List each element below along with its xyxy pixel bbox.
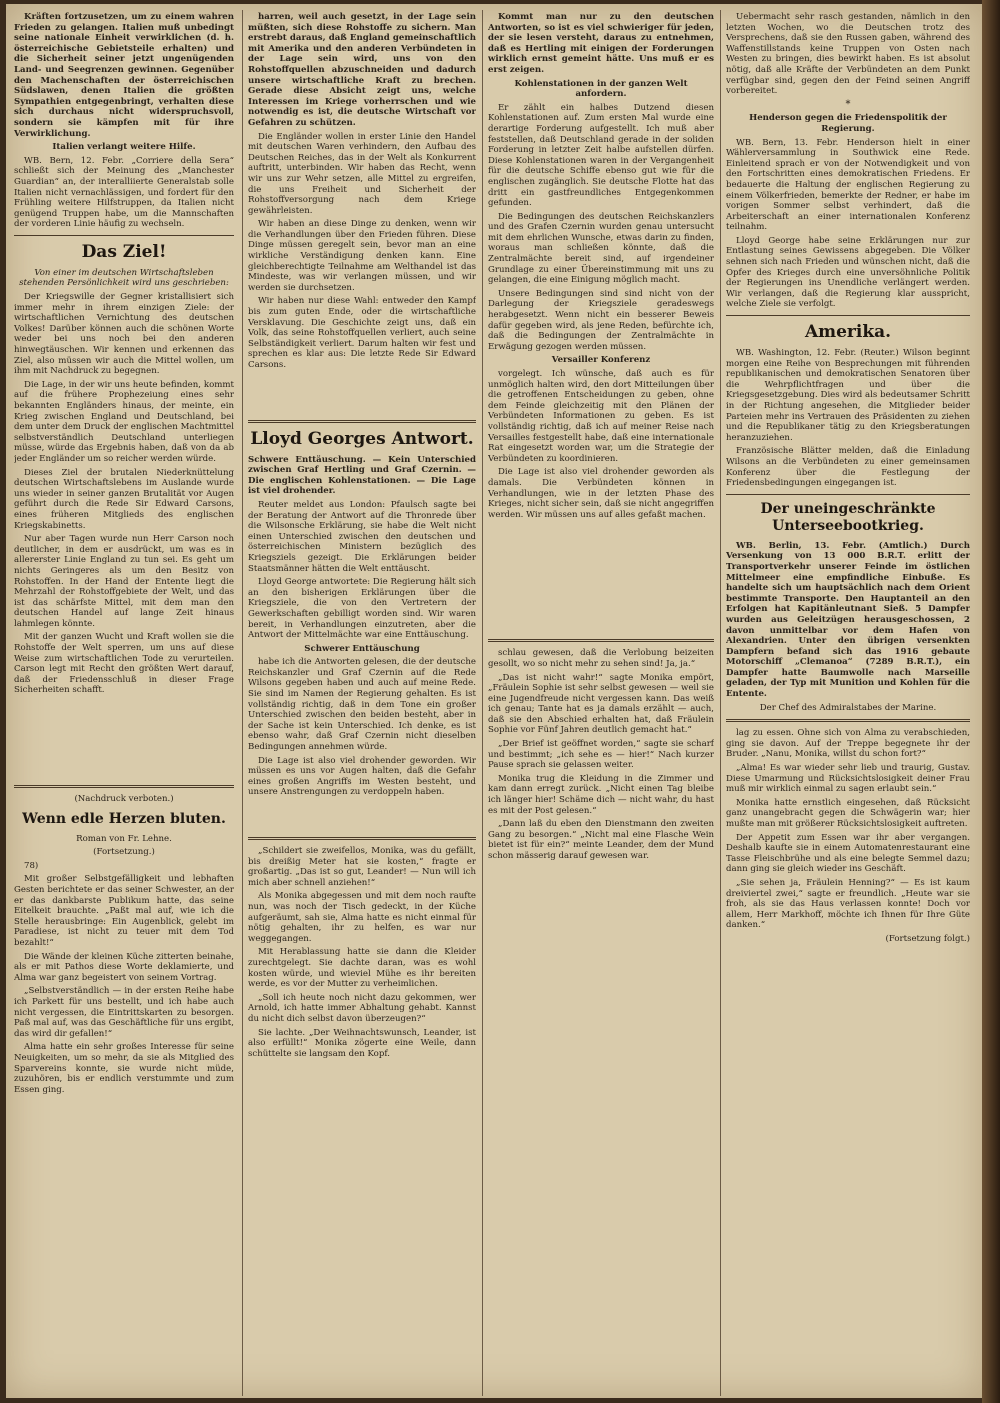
asterisk-divider: * <box>845 98 851 110</box>
paragraph: vorgelegt. Ich wünsche, daß auch es für unmöglich halten wird, den dort Mitteilungen über die getroffenen Entscheidungen zu geben, ohne dem Feinde gleichzeitig mit den Plänen der Verbündeten Informationen zu geben. Es ist vollständig richtig, daß ich auf meiner Reise nach Versailles festgestellt habe, daß eine internationale Rat eingesetzt worden war, um die Strategie der Verbündeten zu koordinieren. <box>488 369 714 464</box>
paragraph: Lloyd George habe seine Erklärungen nur zur Entlastung seines Gewissens abgegeben. Die Völker sehnen sich nach Frieden und wünschen nicht, daß die Opfer des Krieges durch eine unversöhnliche Politik der Regierungen ins Unendliche verlängert werden. Wir verlangen, daß die Regierung klar ausspricht, welche Ziele sie verfolgt. <box>726 235 970 310</box>
continuation-note: (Fortsetzung.) <box>93 847 155 858</box>
paragraph: Uebermacht sehr rasch gestanden, nämlich in den letzten Wochen, wo die Deutschen trotz des Versprechens, daß sie den Russen gaben, während des Waffenstillstands keine Truppen von Osten nach Westen zu bringen, dies bewirkt haben. Es ist absolut nötig, daß alle Kräfte der Verbündeten an dem Punkt verfügbar sind, gegen den der Feind seinen Angriff vorbereitet. <box>726 12 970 97</box>
article-title: Amerika. <box>804 322 892 343</box>
paragraph: Mit der ganzen Wucht und Kraft wollen sie die Rohstoffe der Welt sperren, um uns auf diese Weise zum wirtschaftlichen Tode zu verurteilen. Carson legt mit Recht den größten Wert darauf, daß der Friedensschluß in dieser Frage Sicherheiten schafft. <box>14 632 234 696</box>
paragraph: Alma hatte ein sehr großes Interesse für seine Neuigkeiten, um so mehr, da sie als Mitglied des Sparvereins konnte, sie wurde nicht müde, zuzuhören, bis er endlich verstummte und zum Essen ging. <box>14 1042 234 1095</box>
paragraph: Die Lage ist also viel drohender geworden. Wir müssen es uns vor Augen halten, daß die Gefahr eines großen Angriffs im Westen besteht, und unsere Anstrengungen zu verdoppeln haben. <box>248 755 476 798</box>
paragraph: Die Bedingungen des deutschen Reichskanzlers und des Grafen Czernin wurden genau untersucht mit dem ehrlichen Wunsche, etwas darin zu finden, woraus man schließen könnte, daß die Zentralmächte bereit sind, auf irgendeiner Grundlage zu einer Übereinstimmung mit uns zu gelangen, die eine Einigung möglich macht. <box>488 211 714 286</box>
paragraph: Kommt man nur zu den deutschen Antworten, so ist es viel schwieriger für jeden, der sie lesen versteht, daraus zu entnehmen, daß es Hertling mit einigen der Forderungen wirklich ernst gemeint hätte. Uns muß er es erst zeigen. <box>488 12 714 75</box>
paragraph: WB. Bern, 12. Febr. „Corriere della Sera“ schließt sich der Meinung des „Manchester Guardian“ an, der interalliierte Generalstab solle Italien nicht vernachlässigen, und fordert für den Frühling weitere Hilfstruppen, da Italien nicht genügend Truppen habe, um die Mannschaften der vorderen Linie häufig zu wechseln. <box>14 155 234 230</box>
column-3 <box>488 12 714 1390</box>
divider <box>14 785 234 788</box>
paragraph: Dieses Ziel der brutalen Niederknüttelung deutschen Wirtschaftslebens im Auslande wurde uns wieder in seiner ganzen Brutalität vor Augen geführt durch die Rede Sir Edward Carsons, eines früheren Mitglieds des englischen Kriegskabinetts. <box>14 467 234 531</box>
deck: Schwere Enttäuschung. — Kein Unterschied zwischen Graf Hertling und Graf Czernin. — Die englischen Kohlenstationen. — Die Lage ist viel drohender. <box>248 454 476 497</box>
column-rule <box>720 10 721 1396</box>
paragraph: WB. Bern, 13. Febr. Henderson hielt in einer Wählerversammlung in Southwick eine Rede. Einleitend sprach er von der Notwendigkeit und von den Fortschritten eines demokratischen Friedens. Er bedauerte die Haltung der englischen Regierung zu einem Völkerfrieden, bemerkte der Redner, er habe im vorigen Sommer selbst verhindert, daß die Arbeiterschaft an einer internationalen Konferenz teilnahm. <box>726 137 970 233</box>
byline: Roman von Fr. Lehne. <box>76 833 172 844</box>
installment-number: 78) <box>24 860 39 871</box>
paragraph: Als Monika abgegessen und mit dem noch raufte nun, was noch der Tisch gedeckt, in der Küche aufgeräumt, sah sie, Alma hatte es nicht einmal für nötig gehalten, ihr zu helfen, es war nur weggegangen. <box>248 891 476 944</box>
column-rule <box>242 10 243 1396</box>
continuation-note: (Fortsetzung folgt.) <box>885 933 970 944</box>
paragraph: „Alma! Es war wieder sehr lieb und traurig, Gustav. Diese Umarmung und Rücksichtslosigkeit deiner Frau muß mir wirklich einmal zu sagen erlaubt sein.“ <box>726 763 970 795</box>
signature-line: Der Chef des Admiralstabes der Marine. <box>759 702 937 713</box>
paragraph: Monika trug die Kleidung in die Zimmer und kam dann erregt zurück. „Nicht einen Tag bleibe ich länger hier! Schäme dich — nicht wahr, du hast es mit der Post gelesen.“ <box>488 773 714 816</box>
paragraph: Französische Blätter melden, daß die Einladung Wilsons an die Verbündeten zu einer gemeinsamen Konferenz über die Festlegung der Friedensbedingungen eingegangen ist. <box>726 446 970 489</box>
paragraph: Reuter meldet aus London: Pfaulsch sagte bei der Beratung der Antwort auf die Thronrede über die Wilsonsche Erklärung, sie habe die Welt nicht einen Unterschied zwischen den deutschen und österreichischen Ministern bezüglich des Kriegsziels gezeigt. Die Erklärungen beider Staatsmänner hätten die Welt enttäuscht. <box>248 499 476 574</box>
paragraph: Der Appetit zum Essen war ihr aber vergangen. Deshalb kaufte sie in einem Automatenrestaurant eine Tasse Fleischbrühe und als eine belegte Semmel dazu; dann ging sie gleich wieder ins Geschäft. <box>726 832 970 875</box>
serial-title: Wenn edle Herzen bluten. <box>22 810 226 827</box>
paragraph: Die Engländer wollen in erster Linie den Handel mit deutschen Waren verhindern, den Aufbau des Deutschen Reiches, das in der Welt als Konkurrent auftritt, unterbinden. Wir haben das Recht, wenn wir uns zur Wehr setzen, alle Mittel zu ergreifen, die uns Freiheit und Sicherheit der Rohstoffversorgung nach dem Kriege gewährleisten. <box>248 131 476 216</box>
divider <box>488 639 714 642</box>
divider <box>248 837 476 840</box>
paragraph: schlau gewesen, daß die Verlobung beizeiten gesollt, wo so nicht mehr zu sehen sind! Ja, ja.“ <box>488 648 714 669</box>
column-2 <box>248 12 476 1390</box>
subheading: Italien verlangt weitere Hilfe. <box>52 142 196 153</box>
paragraph: „Soll ich heute noch nicht dazu gekommen, wer Arnold, ich hatte immer Abhaltung gehabt. Kannst du nicht dich selbst davon überzeugen?“ <box>248 992 476 1024</box>
lead: Von einer im deutschen Wirtschaftsleben stehenden Persönlichkeit wird uns geschrieben: <box>19 267 229 289</box>
paragraph: Die Wände der kleinen Küche zitterten beinahe, als er mit Pathos diese Worte deklamierte, und Alma war ganz begeistert von seinem Vortrag. <box>14 951 234 983</box>
paragraph: „Sie sehen ja, Fräulein Henning?“ — Es ist kaum dreiviertel zwei,“ sagte er freundlich. „Heute war sie froh, als sie das Haus verlassen konnte! Doch vor allem, Herr Markhoff, möchte ich Ihnen für Ihre Güte danken.“ <box>726 877 970 931</box>
paragraph: Unsere Bedingungen sind sind nicht von der Darlegung der Kriegsziele geradeswegs herabgesetzt. Wenn nicht ein besserer Beweis dafür gegeben wird, als jene Reden, befürchte ich, daß die Bedingungen der Zentralmächte in Erwägung gezogen werden müssen. <box>488 288 714 352</box>
paragraph: Mit großer Selbstgefälligkeit und lebhaften Gesten berichtete er das seiner Schwester, an der er das dankbarste Publikum hatte, das seine Eitelkeit brauchte. „Paßt mal auf, wie ich die Stelle herausbringe: Ein Augenblick, gelebt im Paradiese, ist nicht zu teuer mit dem Tod bezahlt!“ <box>14 874 234 948</box>
paragraph: „Das ist nicht wahr!“ sagte Monika empört, „Fräulein Sophie ist sehr selbst gewesen — weil sie eine Jugendfreude nicht vergessen kann. Das weiß ich genau; Tante hat es ja damals erzählt — auch, daß sie den Abschied erhalten hat, daß Fräulein Sophie vor Fünf Jahren deutlich gemacht hat.“ <box>488 672 714 736</box>
article-title: Lloyd Georges Antwort. <box>250 428 474 449</box>
paragraph: Lloyd George antwortete: Die Regierung hält sich an den bisherigen Erklärungen über die Kriegsziele, die von den Vertretern der Gewerkschaften gebilligt worden sind. Wir waren bereit, in Verhandlungen einzutreten, aber die Antwort der Mittelmächte war eine Enttäuschung. <box>248 577 476 641</box>
column-rule <box>482 10 483 1396</box>
divider <box>14 235 234 236</box>
paragraph: Die Lage, in der wir uns heute befinden, kommt auf die frühere Prophezeiung eines sehr bekannten Engländers hinaus, der meinte, ein Krieg zwischen England und Deutschland, bei dem unter dem Druck der englischen Machtmittel selbstverständlich Deutschland unterliegen müsse, würde das Ergebnis haben, daß von da ab jeder Engländer um so reicher werden würde. <box>14 379 234 464</box>
paragraph: „Schildert sie zweifellos, Monika, was du gefällt, bis dreißig Meter hat sie kosten,“ fragte er großartig. „Das ist so gut, Leander! — Nun will ich mich aber schnell anziehen!“ <box>248 846 476 888</box>
divider <box>726 494 970 495</box>
paragraph: WB. Washington, 12. Febr. (Reuter.) Wilson beginnt morgen eine Reihe von Besprechungen mit führenden republikanischen und demokratischen Senatoren über die Wehrpflichtfragen und über die Kriegsgesetzgebung. Dies wird als bedeutsamer Schritt in der Richtung angesehen, die Mitglieder beider Parteien mehr ins Vertrauen des Präsidenten zu ziehen und die Republikaner tätig zu den Kriegsberatungen heranzuziehen. <box>726 348 970 443</box>
paragraph: „Dann laß du eben den Dienstmann den zweiten Gang zu besorgen.“ „Nicht mal eine Flasche Wein bietet ist für ein?“ meinte Leander, dem der Mund schon mässerig darauf gewesen war. <box>488 819 714 861</box>
paragraph: WB. Berlin, 13. Febr. (Amtlich.) Durch Versenkung von 13 000 B.R.T. erlitt der Transportverkehr unserer Feinde im östlichen Mittelmeer eine empfindliche Einbuße. Es handelte sich um hauptsächlich nach dem Orient bestimmte Transporte. Den Hauptanteil an den Erfolgen hat Kapitänleutnant Sieß. 5 Dampfer wurden aus Geleitzügen herausgeschossen, 2 davon unmittelbar vor dem Hafen von Alexandrien. Unter den übrigen versenkten Dampfern befand sich das 1916 gebaute Motorschiff „Clemanoa“ (7289 B.R.T.), ein Dampfer hatte Baumwolle nach Marseille geladen, der Typ mit Munition und Kohlen für die Entente. <box>726 540 970 700</box>
divider <box>726 315 970 316</box>
paragraph: Wir haben nur diese Wahl: entweder den Kampf bis zum guten Ende, oder die wirtschaftliche Versklavung. Die Geschichte zeigt uns, daß ein Volk, das seine Rohstoffquellen verliert, auch seine Selbständigkeit verliert. Darum halten wir fest und sprechen es klar aus: Die letzte Rede Sir Edward Carsons. <box>248 296 476 370</box>
subheading: Schwerer Enttäuschung <box>304 643 420 654</box>
page-edge <box>982 0 1000 1403</box>
paragraph: Sie lachte. „Der Weihnachtswunsch, Leander, ist also erfüllt!“ Monika zögerte eine Weile, dann schüttelte sie langsam den Kopf. <box>248 1027 476 1059</box>
divider <box>248 420 476 423</box>
column-1 <box>14 12 234 1390</box>
column-4 <box>726 12 970 1390</box>
article-title: Der uneingeschränkte Unterseebootkrieg. <box>760 500 936 534</box>
paragraph: „Selbstverständlich — in der ersten Reihe habe ich Parkett für uns bestellt, und ich habe auch nicht vergessen, die Eintrittskarten zu besorgen. Paß mal auf, was das Geschäftliche für uns ergibt, das wird dir gefallen!“ <box>14 986 234 1039</box>
paragraph: Wir haben an diese Dinge zu denken, wenn wir die Verhandlungen über den Frieden führen. Diese Dinge müssen geregelt sein, bevor man an eine wirkliche Verständigung denken kann. Eine gleichberechtigte Teilnahme am Welthandel ist das Mindeste, was wir verlangen müssen, und wir werden sie durchsetzen. <box>248 219 476 293</box>
paragraph: „Der Brief ist geöffnet worden,“ sagte sie scharf und bestimmt; „ich sehe es — hier!“ Nach kurzer Pause sprach sie gelassen weiter. <box>488 739 714 771</box>
paragraph: Er zählt ein halbes Dutzend diesen Kohlenstationen auf. Zum ersten Mal wurde eine derartige Forderung aufgestellt. Ich muß aber feststellen, daß Deutschland gerade in der soliden Forderung in letzter Zeit halbe aufstellen dürfen. Diese Kohlenstationen waren in der Vergangenheit für die deutsche Schiffe ebenso gut wie für die englischen zugänglich. Sie deutsche Flotte hat das dritt ein gastfreundliches Entgegenkommen gefunden. <box>488 102 714 209</box>
paragraph: Die Lage ist also viel drohender geworden als damals. Die Verbündeten können in Verhandlungen, wie in der letzten Phase des Krieges, nicht sicher sein, daß sie nicht angegriffen werden. Wir müssen uns auf alles gefaßt machen. <box>488 467 714 520</box>
paragraph: harren, weil auch gesetzt, in der Lage sein müßten, sich diese Rohstoffe zu sichern. Man erstrebt daraus, daß England gemeinschaftlich mit Amerika und den anderen Verbündeten in der Lage sein wird, uns von den Rohstoffquellen abzuschneiden und dadurch unsere wirtschaftliche Kraft zu brechen. Gerade diese Absicht zeigt uns, welche Interessen im Kriege vorherrschen und wie notwendig es ist, die deutsche Wirtschaft vor Gefahren zu schützen. <box>248 12 476 128</box>
newspaper-page <box>6 4 982 1398</box>
paragraph: Monika hatte ernstlich eingesehen, daß Rücksicht ganz unangebracht gegen die Schwägerin war; hier mußte man mit größerer Rücksichtslosigkeit auftreten. <box>726 797 970 829</box>
paragraph: habe ich die Antworten gelesen, die der deutsche Reichskanzler und Graf Czernin auf die Rede Wilsons gegeben haben und auch auf meine Rede. Sie sind im Namen der Regierung gehalten. Es ist vollständig richtig, daß in dem Tone ein großer Unterschied zwischen den beiden besteht, aber in der Sache ist kein Unterschied. Ich denke, es ist ebenso wahr, daß Graf Czernin nicht dieselben Bedingungen annehmen würde. <box>248 657 476 753</box>
article-title: Das Ziel! <box>81 241 167 262</box>
subheading: Kohlenstationen in der ganzen Welt anfordern. <box>514 78 688 100</box>
subheading: Henderson gegen die Friedenspolitik der Regierung. <box>749 113 947 134</box>
paragraph: Der Kriegswille der Gegner kristallisiert sich immer mehr in ihrem einzigen Ziele: der wirtschaftlichen Vernichtung des deutschen Volkes! Darüber können auch die schönen Worte weder bei uns noch bei den anderen hinwegtäuschen. Wir kennen und erkennen das Ziel, also müssen wir auch die Mittel wollen, um ihm mit Nachdruck zu begegnen. <box>14 292 234 377</box>
reprint-notice: (Nachdruck verboten.) <box>74 794 174 805</box>
paragraph: Kräften fortzusetzen, um zu einem wahren Frieden zu gelangen. Italien muß unbedingt seine nationale Einheit verwirklichen (d. h. österreichische Gebietsteile erhalten) und die Sicherheit seiner jetzt ungenügenden Land- und Seegrenzen gewinnen. Gegenüber den Machenschaften der österreichischen Südslawen, denen Italien die größten Sympathien entgegenbringt, verhalten diese sich durchaus nicht widerspruchsvoll, sondern sie kämpfen mit für ihre Verwirklichung. <box>14 12 234 139</box>
paragraph: Mit Herablassung hatte sie dann die Kleider zurechtgelegt. Sie dachte daran, was es wohl kosten würde, und wieviel Mühe es ihr bereiten werde, es vor der Mutter zu verheimlichen. <box>248 947 476 990</box>
paragraph: lag zu essen. Ohne sich von Alma zu verabschieden, ging sie davon. Auf der Treppe begegnete ihr der Bruder. „Nanu, Monika, willst du schon fort?“ <box>726 728 970 760</box>
divider <box>726 719 970 722</box>
subheading: Versailler Konferenz <box>551 355 651 366</box>
paragraph: Nur aber Tagen wurde nun Herr Carson noch deutlicher, in dem er ausdrückt, um was es in allererster Linie England zu tun sei. Es geht um nichts Geringeres als um den Besitz von Rohstoffen. In der Hand der Entente liegt die Mehrzahl der Rohstoffgebiete der Welt, und das ist das schärfste Mittel, mit dem man den deutschen Handel auf lange Zeit hinaus lahmlegen könnte. <box>14 534 234 629</box>
